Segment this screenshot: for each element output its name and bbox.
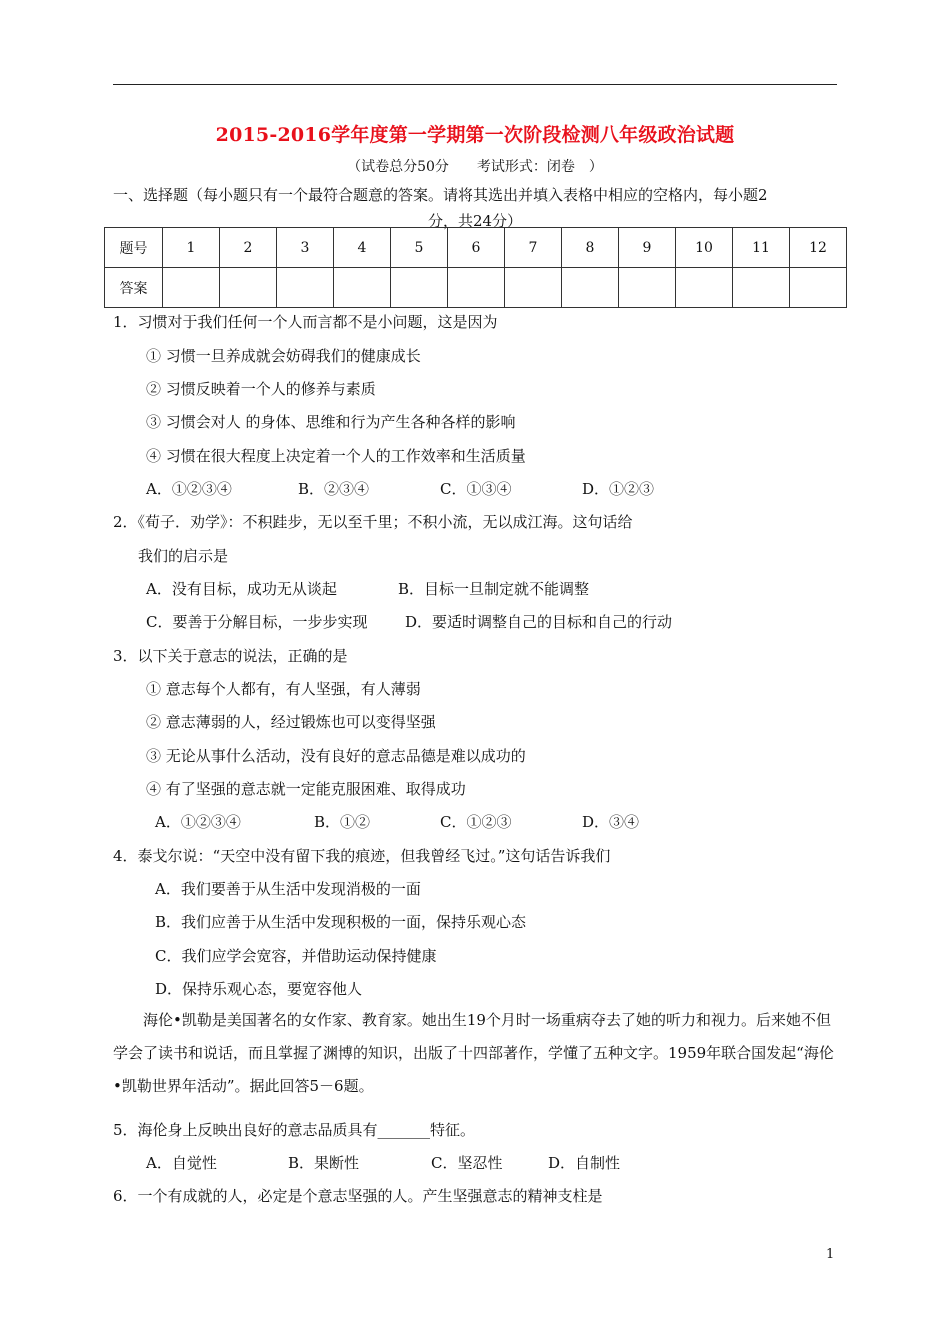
- answer-cell[interactable]: [733, 268, 790, 308]
- header-rule: [113, 84, 837, 85]
- q1-option-a: A．①②③④: [146, 480, 232, 498]
- q2-option-a: A．没有目标，成功无从谈起: [146, 580, 337, 598]
- q2-stem-continued: 我们的启示是: [138, 547, 229, 565]
- answer-cell[interactable]: [391, 268, 448, 308]
- question-number-cell: 1: [163, 228, 220, 268]
- q1-option-c: C．①③④: [440, 480, 512, 498]
- answer-cell[interactable]: [448, 268, 505, 308]
- reading-passage: 海伦•凯勒是美国著名的女作家、教育家。她出生19个月时一场重病夺去了她的听力和视力。后来她不但学会了读书和说话，而且掌握了渊博的知识，出版了十四部著作，学懂了五种文字。1959年联合国发起“海伦•凯勒世界年活动”。据此回答5－6题。: [113, 1011, 834, 1095]
- q3-option-c: C．①②③: [440, 813, 512, 831]
- row-label-number: 题号: [105, 228, 163, 268]
- exam-subtitle: （试卷总分50分 考试形式：闭卷 ）: [347, 159, 603, 175]
- section-heading-line2: 分，共24分）: [427, 212, 523, 230]
- q4-option-c: C．我们应学会宽容，并借助运动保持健康: [155, 947, 437, 965]
- q6-stem: 6．一个有成就的人，必定是个意志坚强的人。产生坚强意志的精神支柱是: [113, 1187, 603, 1205]
- answer-cell[interactable]: [619, 268, 676, 308]
- q2-option-b: B．目标一旦制定就不能调整: [398, 580, 590, 598]
- exam-title: 2015-2016学年度第一学期第一次阶段检测八年级政治试题: [215, 124, 735, 146]
- question-number-cell: 11: [733, 228, 790, 268]
- answer-cell[interactable]: [334, 268, 391, 308]
- answer-table: [104, 227, 847, 308]
- answer-cell[interactable]: [163, 268, 220, 308]
- answer-cell[interactable]: [676, 268, 733, 308]
- q4-option-d: D．保持乐观心态，要宽容他人: [155, 980, 363, 998]
- question-number-cell: 12: [790, 228, 847, 268]
- answer-cell[interactable]: [562, 268, 619, 308]
- answer-cell[interactable]: [790, 268, 847, 308]
- q4-option-b: B．我们应善于从生活中发现积极的一面，保持乐观心态: [155, 913, 527, 931]
- q3-item: ③ 无论从事什么活动，没有良好的意志品德是难以成功的: [146, 747, 526, 765]
- q3-item: ④ 有了坚强的意志就一定能克服困难、取得成功: [146, 780, 466, 798]
- q5-stem: 5．海伦身上反映出良好的意志品质具有_______特征。: [113, 1121, 476, 1139]
- q1-item: ② 习惯反映着一个人的修养与素质: [146, 380, 376, 398]
- q5-option-c: C．坚忍性: [431, 1154, 503, 1172]
- q1-item: ① 习惯一旦养成就会妨碍我们的健康成长: [146, 347, 421, 365]
- q1-item: ③ 习惯会对人 的身体、思维和行为产生各种各样的影响: [146, 413, 516, 431]
- question-number-cell: 8: [562, 228, 619, 268]
- q4-option-a: A．我们要善于从生活中发现消极的一面: [155, 880, 421, 898]
- answer-cell[interactable]: [220, 268, 277, 308]
- section-heading-line1: 一、选择题（每小题只有一个最符合题意的答案。请将其选出并填入表格中相应的空格内，每小题2: [113, 186, 768, 204]
- answer-table-answer-row: [105, 268, 847, 308]
- question-number-cell: 4: [334, 228, 391, 268]
- q2-option-c: C．要善于分解目标，一步步实现: [146, 613, 368, 631]
- page-number: 1: [826, 1247, 835, 1262]
- q3-item: ② 意志薄弱的人，经过锻炼也可以变得坚强: [146, 713, 436, 731]
- q3-option-b: B．①②: [314, 813, 371, 831]
- q3-option-d: D．③④: [582, 813, 640, 831]
- question-number-cell: 10: [676, 228, 733, 268]
- q1-stem: 1．习惯对于我们任何一个人而言都不是小问题，这是因为: [113, 313, 498, 331]
- question-number-cell: 2: [220, 228, 277, 268]
- question-number-cell: 6: [448, 228, 505, 268]
- question-number-cell: 5: [391, 228, 448, 268]
- answer-cell[interactable]: [277, 268, 334, 308]
- q3-stem: 3．以下关于意志的说法，正确的是: [113, 647, 348, 665]
- row-label-answer: 答案: [105, 268, 163, 308]
- q1-option-b: B．②③④: [298, 480, 370, 498]
- question-number-cell: 7: [505, 228, 562, 268]
- q5-option-a: A．自觉性: [146, 1154, 217, 1172]
- q3-option-a: A．①②③④: [155, 813, 241, 831]
- q5-option-b: B．果断性: [288, 1154, 360, 1172]
- q3-item: ① 意志每个人都有，有人坚强，有人薄弱: [146, 680, 421, 698]
- question-number-cell: 9: [619, 228, 676, 268]
- q4-stem: 4．泰戈尔说：“天空中没有留下我的痕迹，但我曾经飞过。”这句话告诉我们: [113, 847, 611, 865]
- q1-item: ④ 习惯在很大程度上决定着一个人的工作效率和生活质量: [146, 447, 526, 465]
- q1-option-d: D．①②③: [582, 480, 655, 498]
- answer-cell[interactable]: [505, 268, 562, 308]
- question-number-cell: 3: [277, 228, 334, 268]
- q2-option-d: D．要适时调整自己的目标和自己的行动: [405, 613, 673, 631]
- q5-option-d: D．自制性: [548, 1154, 621, 1172]
- q2-stem: 2．《荀子．劝学》：不积跬步，无以至千里；不积小流，无以成江海。这句话给: [113, 513, 633, 531]
- answer-table-number-row: [105, 228, 847, 268]
